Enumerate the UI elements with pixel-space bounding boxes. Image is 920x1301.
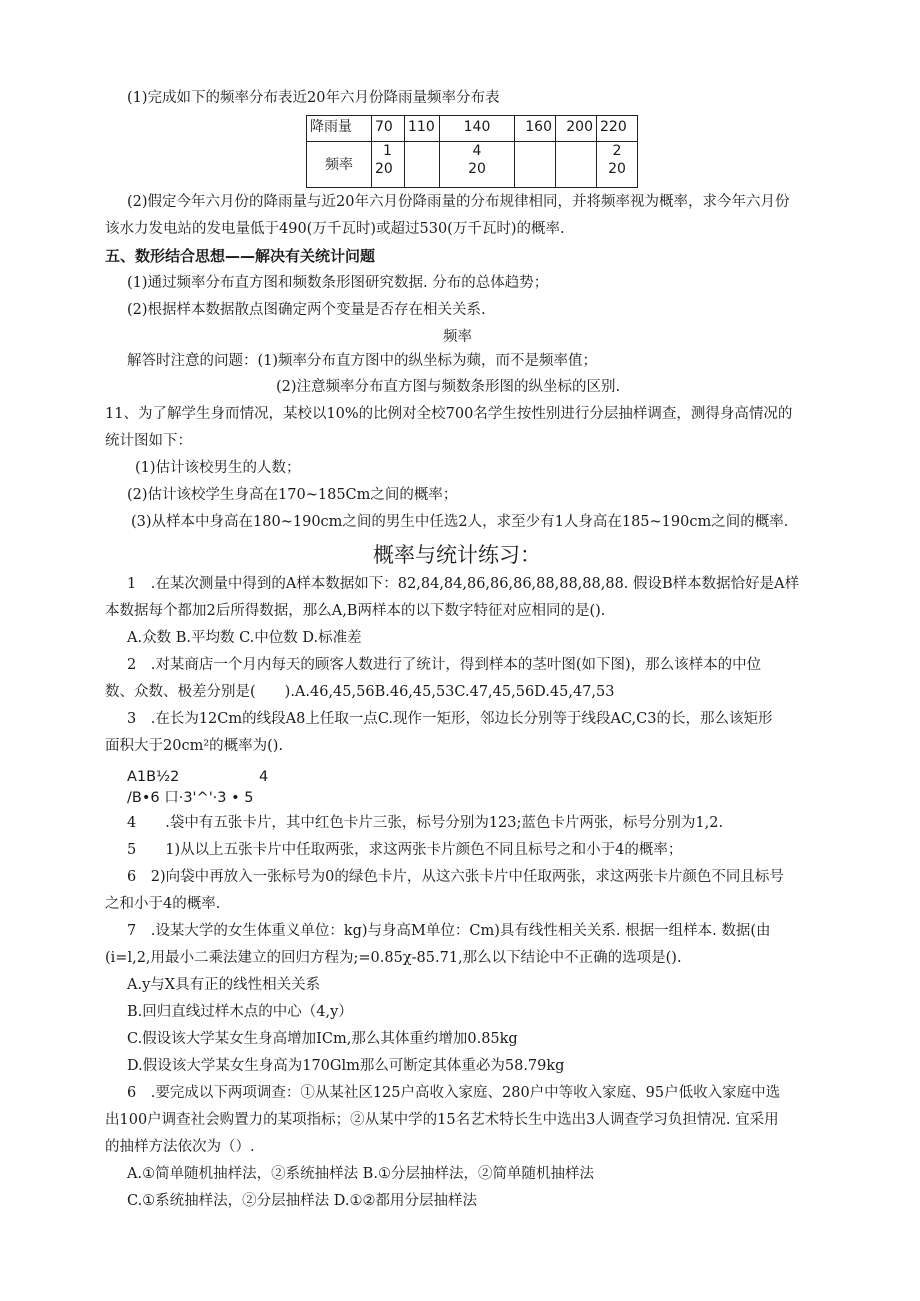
text-line: 的抽样方法依次为（）. bbox=[105, 1139, 255, 1155]
text-line: C.①系统抽样法，②分层抽样法 D.①②都用分层抽样法 bbox=[127, 1193, 478, 1209]
text-line: 数、众数、极差分别是( ).A.46,45,56B.46,45,53C.47,45,56D.45,47,53 bbox=[105, 684, 615, 700]
text-line: 统计图如下： bbox=[105, 433, 192, 449]
text-line: (1)估计该校男生的人数； bbox=[135, 460, 301, 476]
text-line: 7 .设某大学的女生体重义单位：kg)与身高M单位：Cm)具有线性相关关系. 根据一组样本. 数据(由 bbox=[127, 923, 771, 939]
stem-leaf-fragment: A1B½2 bbox=[127, 769, 180, 785]
table-header-cell: 200 bbox=[556, 116, 597, 142]
text-line: A.①简单随机抽样法，②系统抽样法 B.①分层抽样法，②简单随机抽样法 bbox=[127, 1166, 594, 1182]
stem-leaf-fragment: 4 bbox=[259, 769, 269, 785]
text-line: 频率 bbox=[443, 329, 472, 345]
text-line: 6 .要完成以下两项调查：①从某社区125户高收入家庭、280户中等收入家庭、95户低收入家庭中选 bbox=[127, 1085, 781, 1101]
table-cell bbox=[515, 142, 556, 188]
table-cell bbox=[405, 142, 440, 188]
table-cell: 1 20 bbox=[372, 142, 405, 188]
text-line: A.众数 B.平均数 C.中位数 D.标准差 bbox=[127, 630, 362, 646]
text-line: (2)注意频率分布直方图与频数条形图的纵坐标的区别. bbox=[276, 379, 621, 395]
table-row-label: 频率 bbox=[307, 142, 372, 188]
text-line: (1)完成如下的频率分布表近20年六月份降雨量频率分布表 bbox=[127, 90, 500, 106]
text-line: (2)假定今年六月份的降雨量与近20年六月份降雨量的分布规律相同，并将频率视为概率，求今年六月份 bbox=[127, 194, 790, 210]
text-line: (i=l,2,用最小二乘法建立的回归方程为;=0.85χ-85.71,那么以下结论中不正确的选项是(). bbox=[105, 950, 682, 966]
text-line: 2 .对某商店一个月内每天的顾客人数进行了统计，得到样本的茎叶图(如下图)，那么该样本的中位 bbox=[127, 657, 762, 673]
text-line: 本数据每个都加2后所得数据，那么A,B两样本的以下数字特征对应相同的是(). bbox=[105, 603, 606, 619]
text-line: 5 1)从以上五张卡片中任取两张，求这两张卡片颜色不同且标号之和小于4的概率； bbox=[127, 842, 683, 858]
stem-leaf-fragment: /B•6 口·3'^'·3 • 5 bbox=[127, 790, 254, 806]
table-header-cell: 140 bbox=[440, 116, 515, 142]
table-header-cell: 160 bbox=[515, 116, 556, 142]
text-line: 面积大于20cm²的概率为(). bbox=[105, 738, 284, 754]
text-line: (2)估计该校学生身高在170~185Cm之间的概率； bbox=[127, 487, 458, 503]
text-line: (1)通过频率分布直方图和频数条形图研究数据. 分布的总体趋势； bbox=[127, 275, 549, 291]
text-line: 解答时注意的问题：(1)频率分布直方图中的纵坐标为𬞟，而不是频率值； bbox=[127, 353, 598, 369]
text-line: 1 .在某次测量中得到的A样本数据如下：82,84,84,86,86,86,88,88,88,88. 假设B样本数据恰好是A样 bbox=[127, 576, 800, 592]
table-cell: 2 20 bbox=[597, 142, 638, 188]
section-heading: 五、数形结合思想——解决有关统计问题 bbox=[105, 247, 376, 265]
text-line: (2)根据样本数据散点图确定两个变量是否存在相关关系. bbox=[127, 302, 486, 318]
page-title: 概率与统计练习： bbox=[373, 543, 541, 567]
table-header-cell: 降雨量 bbox=[307, 116, 372, 142]
text-line: C.假设该大学某女生身高增加ICm,那么其体重约增加0.85kg bbox=[127, 1031, 518, 1047]
frequency-table bbox=[306, 115, 638, 188]
table-header-cell: 70 bbox=[372, 116, 405, 142]
table-cell bbox=[556, 142, 597, 188]
text-line: (3)从样本中身高在180~190cm之间的男生中任选2人，求至少有1人身高在185~190cm之间的概率. bbox=[131, 514, 789, 530]
table-header-cell: 220 bbox=[597, 116, 638, 142]
text-line: 3 .在长为12Cm的线段A8上任取一点C.现作一矩形，邻边长分别等于线段AC,C3的长，那么该矩形 bbox=[127, 711, 773, 727]
text-line: A.y与X具有正的线性相关关系 bbox=[127, 977, 321, 993]
text-line: 出100户调查社会购置力的某项指标；②从某中学的15名艺术特长生中选出3人调查学习负担情况. 宜采用 bbox=[105, 1112, 779, 1128]
text-line: 该水力发电站的发电量低于490(万千瓦时)或超过530(万千瓦时)的概率. bbox=[105, 221, 565, 237]
table-cell: 4 20 bbox=[440, 142, 515, 188]
text-line: 6 2)向袋中再放入一张标号为0的绿色卡片，从这六张卡片中任取两张，求这两张卡片颜色不同且标号 bbox=[127, 869, 784, 885]
text-line: D.假设该大学某女生身高为170Glm那么可断定其体重必为58.79kg bbox=[127, 1058, 565, 1074]
text-line: 4 .袋中有五张卡片，其中红色卡片三张，标号分别为123;蓝色卡片两张，标号分别为1,2. bbox=[127, 815, 724, 831]
text-line: 之和小于4的概率. bbox=[105, 896, 221, 912]
text-line: 11、为了解学生身而情况，某校以10%的比例对全校700名学生按性别进行分层抽样调查，测得身高情况的 bbox=[105, 406, 793, 422]
text-line: B.回归直线过样木点的中心（4,y） bbox=[127, 1004, 353, 1020]
table-header-cell: 110 bbox=[405, 116, 440, 142]
